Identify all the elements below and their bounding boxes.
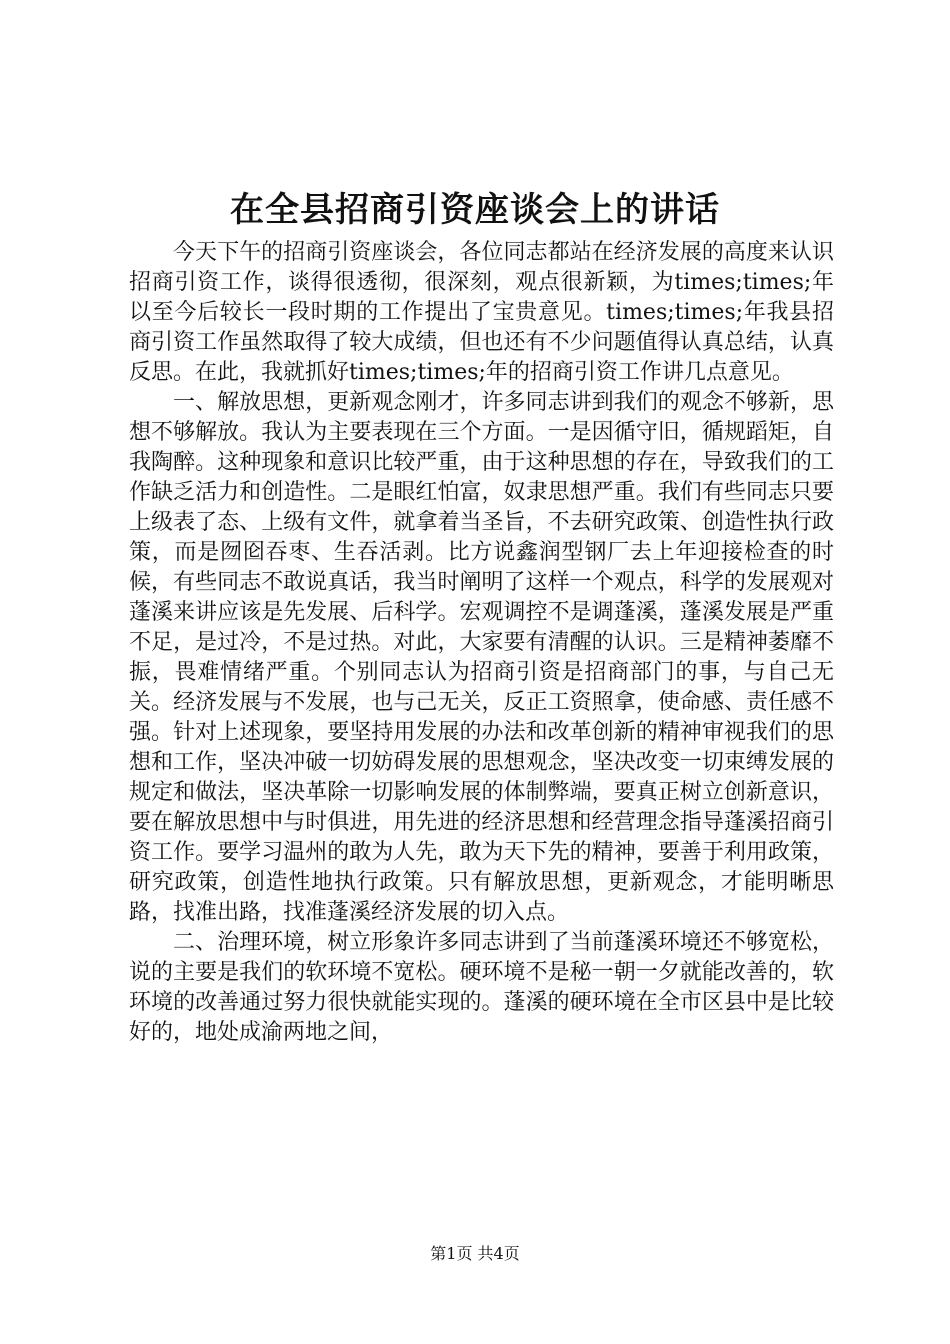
paragraph-intro: 今天下午的招商引资座谈会，各位同志都站在经济发展的高度来认识招商引资工作，谈得很透彻，很深刻，观点很新颖，为times;times;年以至今后较长一段时期的工作提出了宝贵意见。times;times;年我县招商引资工作虽然取得了较大成绩，但也还有不少问题值得认真总结，认真反思。在此，我就抓好times;times;年的招商引资工作讲几点意见。 <box>129 240 834 385</box>
paragraph-section-two: 二、治理环境，树立形象许多同志讲到了当前蓬溪环境还不够宽松，说的主要是我们的软环境不宽松。硬环境不是秘一朝一夕就能改善的，软环境的改善通过努力很快就能实现的。蓬溪的硬环境在全市区县中是比较好的，地处成渝两地之间， <box>129 930 834 1045</box>
document-title: 在全县招商引资座谈会上的讲话 <box>230 190 720 230</box>
paragraph-section-one: 一、解放思想，更新观念刚才，许多同志讲到我们的观念不够新，思想不够解放。我认为主要表现在三个方面。一是因循守旧，循规蹈矩，自我陶醉。这种现象和意识比较严重，由于这种思想的存在，导致我们的工作缺乏活力和创造性。二是眼红怕富，奴隶思想严重。我们有些同志只要上级表了态、上级有文件，就拿着当圣旨，不去研究政策、创造性执行政策，而是囫囵吞枣、生吞活剥。比方说鑫润型钢厂去上年迎接检查的时候，有些同志不敢说真话，我当时阐明了这样一个观点，科学的发展观对蓬溪来讲应该是先发展、后科学。宏观调控不是调蓬溪，蓬溪发展是严重不足，是过冷，不是过热。对此，大家要有清醒的认识。三是精神萎靡不振，畏难情绪严重。个别同志认为招商引资是招商部门的事，与自己无关。经济发展与不发展，也与己无关，反正工资照拿，使命感、责任感不强。针对上述现象，要坚持用发展的办法和改革创新的精神审视我们的思想和工作，坚决冲破一切妨碍发展的思想观念，坚决改变一切束缚发展的规定和做法，坚决革除一切影响发展的体制弊端，要真正树立创新意识，要在解放思想中与时俱进，用先进的经济思想和经营理念指导蓬溪招商引资工作。要学习温州的敢为人先，敢为天下先的精神，要善于利用政策，研究政策，创造性地执行政策。只有解放思想，更新观念，才能明晰思路，找准出路，找准蓬溪经济发展的切入点。 <box>129 390 834 925</box>
document-body <box>129 238 834 1048</box>
page-footer: 第1页 共4页 <box>430 1244 520 1263</box>
